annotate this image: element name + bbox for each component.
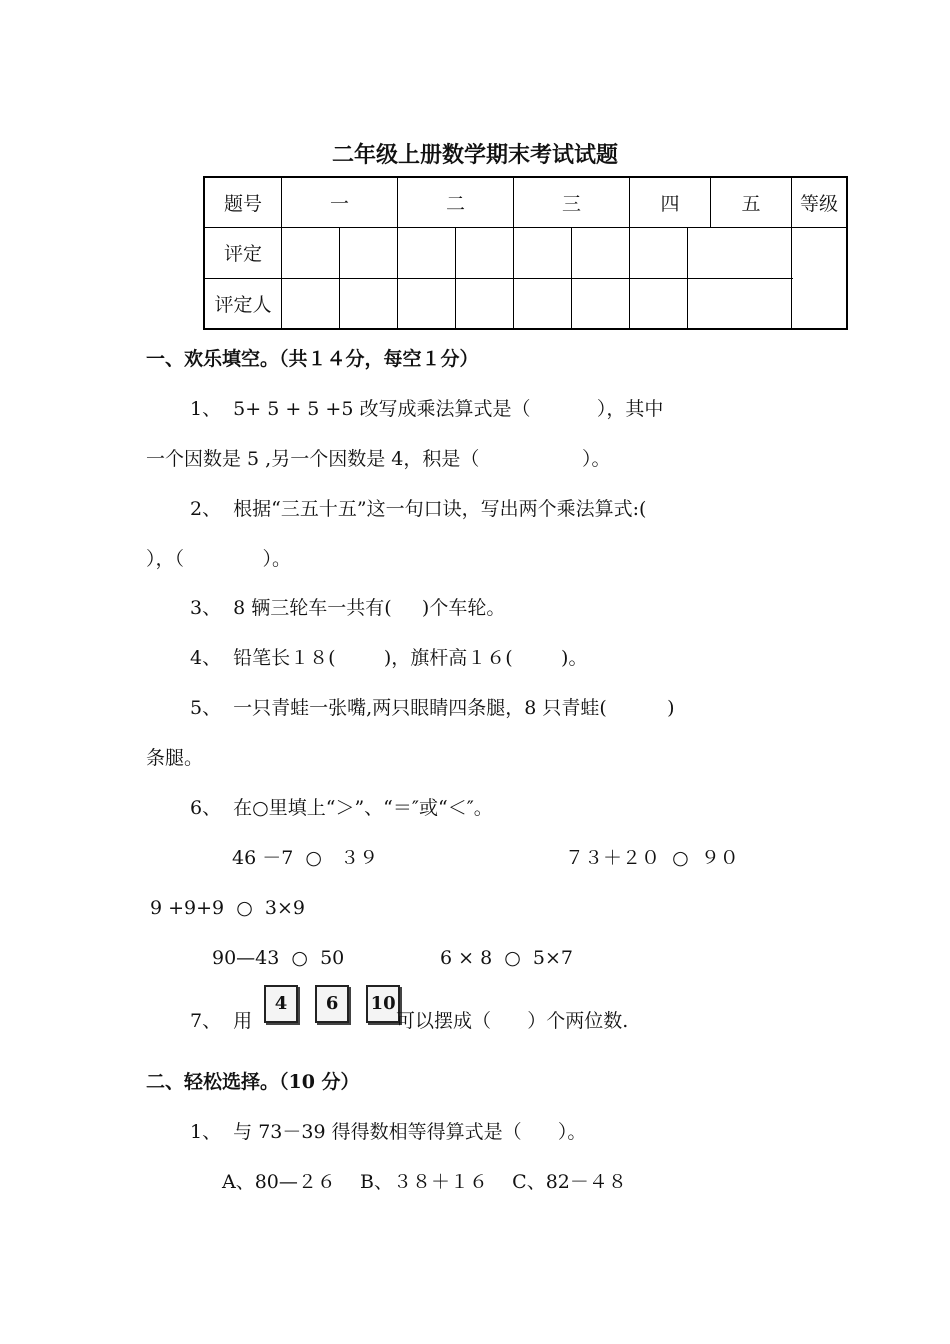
question-2-line2: ），（ ）。: [146, 548, 292, 570]
score-header-cell: 二: [398, 177, 514, 227]
score-cell: [398, 227, 456, 278]
score-header-cell: 三: [514, 177, 630, 227]
score-cell: [282, 278, 340, 329]
grade-cell: [792, 227, 848, 329]
question-7-prefix: 7、 用: [190, 1010, 253, 1032]
compare-item: 9 +9+9 ○ 3×9: [150, 897, 305, 919]
question-4: 4、 铅笔长１８( )，旗杆高１６( )。: [190, 647, 588, 669]
score-row-label: 评定人: [204, 278, 282, 329]
score-header-cell: 一: [282, 177, 398, 227]
question-5-line2: 条腿。: [146, 747, 204, 769]
score-cell: [572, 278, 630, 329]
score-cell: [514, 278, 572, 329]
score-cell: [456, 278, 514, 329]
number-card: 6: [315, 985, 349, 1023]
score-cell: [340, 278, 398, 329]
question-6: 6、 在○里填上“＞”、“＝″或“＜″。: [190, 797, 493, 819]
score-table: [203, 176, 848, 330]
question-1-line1: 1、 5+ 5 + 5 +5 改写成乘法算式是（ ），其中: [190, 398, 664, 420]
compare-item: 6 × 8 ○ 5×7: [440, 947, 574, 969]
score-header-cell: 四: [630, 177, 711, 227]
question-3: 3、 8 辆三轮车一共有( )个车轮。: [190, 597, 506, 619]
score-cell: [572, 227, 630, 278]
exam-title: 二年级上册数学期末考试试题: [331, 142, 618, 168]
score-cell: [630, 278, 688, 329]
compare-item: 90—43 ○ 50: [212, 947, 345, 969]
score-cell: [456, 227, 514, 278]
section1-heading: 一、欢乐填空。（共１４分，每空１分）: [146, 348, 479, 370]
question-1-line2: 一个因数是 5 ,另一个因数是 4，积是（ ）。: [146, 448, 611, 470]
score-cell: [398, 278, 456, 329]
score-cell: [688, 278, 792, 329]
score-header-cell: 等级: [792, 177, 848, 227]
score-cell: [688, 227, 792, 278]
question-5-line1: 5、 一只青蛙一张嘴,两只眼睛四条腿，8 只青蛙( ): [190, 697, 675, 719]
number-card: 4: [264, 985, 298, 1023]
question-2-line1: 2、 根据“三五十五”这一句口诀，写出两个乘法算式:(: [190, 498, 647, 520]
compare-item: ７３＋２０ ○ ９０: [565, 847, 739, 869]
score-header-cell: 五: [711, 177, 792, 227]
score-row-label: 评定: [204, 227, 282, 278]
score-cell: [282, 227, 340, 278]
section2-question-1-options: A、80—２６ B、３８＋１６ C、82－４８: [222, 1171, 627, 1193]
question-7-suffix: 可以摆成（ ）个两位数.: [396, 1010, 629, 1032]
score-cell: [340, 227, 398, 278]
score-cell: [514, 227, 572, 278]
section2-question-1: 1、 与 73－39 得得数相等得算式是（ ）。: [190, 1121, 587, 1143]
score-header-cell: 题号: [204, 177, 282, 227]
number-card: 10: [366, 985, 400, 1023]
section2-heading: 二、轻松选择。（10 分）: [146, 1071, 360, 1093]
score-cell: [630, 227, 688, 278]
number-cards: [258, 985, 406, 1023]
compare-item: 46 －7 ○ ３９: [232, 847, 379, 869]
